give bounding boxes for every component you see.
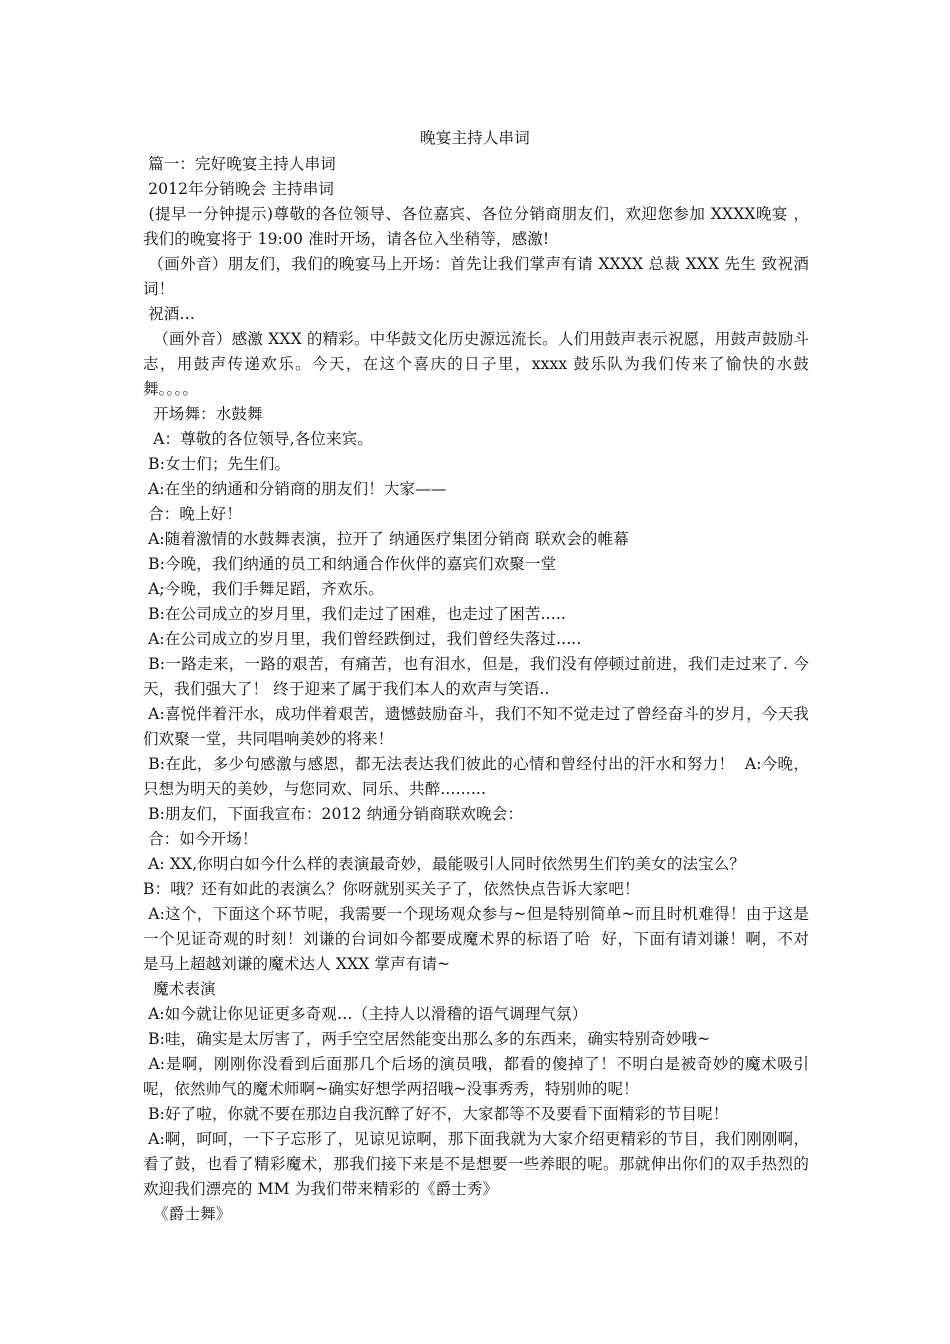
script-paragraph: B:朋友们，下面我宣布：2012 纳通分销商联欢晚会： — [143, 805, 524, 823]
script-paragraph: A: XX,你明白如今什么样的表演最奇妙，最能吸引人同时依然男生们钓美女的法宝么？ — [143, 855, 746, 873]
script-paragraph: B：哦？还有如此的表演么？你呀就别买关子了，依然快点告诉大家吧！ — [143, 880, 640, 898]
script-paragraph: A:在坐的纳通和分销商的朋友们！大家—— — [143, 480, 447, 498]
script-paragraph: B:一路走来，一路的艰苦，有痛苦，也有泪水，但是，我们没有停顿过前进，我们走过来了. 今天，我们强大了！ 终于迎来了属于我们本人的欢声与笑语.. — [143, 655, 809, 698]
script-paragraph: B:女士们；先生们。 — [143, 455, 291, 473]
script-paragraph: 祝酒… — [143, 305, 196, 323]
script-paragraph: （画外音）朋友们，我们的晚宴马上开场：首先让我们掌声有请 XXXX 总裁 XXX 先生 致祝酒词！ — [143, 255, 810, 298]
script-paragraph: B:今晚，我们纳通的员工和纳通合作伙伴的嘉宾们欢聚一堂 — [143, 555, 557, 573]
script-paragraph: 《爵士舞》 — [143, 1205, 232, 1223]
script-paragraph: B:哇，确实是太厉害了，两手空空居然能变出那么多的东西来，确实特别奇妙哦~ — [143, 1030, 711, 1048]
script-paragraph: (提早一分钟提示)尊敬的各位领导、各位嘉宾、各位分销商朋友们，欢迎您参加 XXXX晚宴 ，我们的晚宴将于 19:00 准时开场，请各位入坐稍等，感激! — [143, 205, 810, 248]
script-paragraph: B:好了啦，你就不要在那边自我沉醉了好不，大家都等不及要看下面精彩的节目呢！ — [143, 1105, 729, 1123]
script-paragraph: A;今晚，我们手舞足蹈，齐欢乐。 — [143, 580, 384, 598]
script-paragraph: A：尊敬的各位领导,各位来宾。 — [143, 430, 374, 448]
script-paragraph: A:是啊，刚刚你没看到后面那几个后场的演员哦，都看的傻掉了！不明白是被奇妙的魔术吸引呢，依然帅气的魔术师啊~确实好想学两招哦~没事秀秀，特别帅的呢！ — [143, 1055, 810, 1098]
script-paragraph: A:在公司成立的岁月里，我们曾经跌倒过，我们曾经失落过..... — [143, 630, 582, 648]
script-paragraph: A:啊，呵呵，一下子忘形了，见谅见谅啊，那下面我就为大家介绍更精彩的节目，我们刚刚啊，看了鼓，也看了精彩魔术，那我们接下来是不是想要一些养眼的呢。那就伸出你们的双手热烈的欢迎我们漂亮的 MM 为我们带来精彩的《爵士秀》 — [143, 1130, 809, 1198]
script-paragraph: 开场舞：水鼓舞 — [143, 405, 263, 423]
script-paragraph: 篇一：完好晚宴主持人串词 — [143, 155, 336, 173]
script-paragraph: 合：如今开场！ — [143, 830, 258, 848]
script-paragraph: A:喜悦伴着汗水，成功伴着艰苦，遗憾鼓励奋斗，我们不知不觉走过了曾经奋斗的岁月，今天我们欢聚一堂，共同唱响美妙的将来！ — [143, 705, 809, 748]
script-paragraph: 合：晚上好！ — [143, 505, 242, 523]
script-paragraph: B:在此，多少句感激与感恩，都无法表达我们彼此的心情和曾经付出的汗水和努力！ A:今晚，只想为明天的美妙，与您同欢、同乐、共醉......... — [143, 755, 810, 798]
script-paragraph: A:如今就让你见证更多奇观…（主持人以滑稽的语气调理气氛） — [143, 1005, 588, 1023]
script-paragraph: 2012年分销晚会 主持串词 — [143, 180, 335, 198]
script-paragraph: A:随着激情的水鼓舞表演，拉开了 纳通医疗集团分销商 联欢会的帷幕 — [143, 530, 629, 548]
document-body — [143, 152, 809, 1227]
script-paragraph: 魔术表演 — [143, 980, 216, 998]
script-paragraph: A:这个，下面这个环节呢，我需要一个现场观众参与~但是特别简单~而且时机难得！由于这是一个见证奇观的时刻！刘谦的台词如今都要成魔术界的标语了哈 好，下面有请刘谦！啊，不对是马上超越刘谦的魔术达人 XXX 掌声有请~ — [143, 905, 810, 973]
document-title: 晚宴主持人串词 — [420, 129, 530, 147]
script-paragraph: （画外音）感激 XXX 的精彩。中华鼓文化历史源远流长。人们用鼓声表示祝愿，用鼓声鼓励斗志，用鼓声传递欢乐。今天，在这个喜庆的日子里，xxxx 鼓乐队为我们传来了愉快的水鼓舞。。。。 — [143, 330, 810, 398]
script-paragraph: B:在公司成立的岁月里，我们走过了困难，也走过了困苦..... — [143, 605, 566, 623]
